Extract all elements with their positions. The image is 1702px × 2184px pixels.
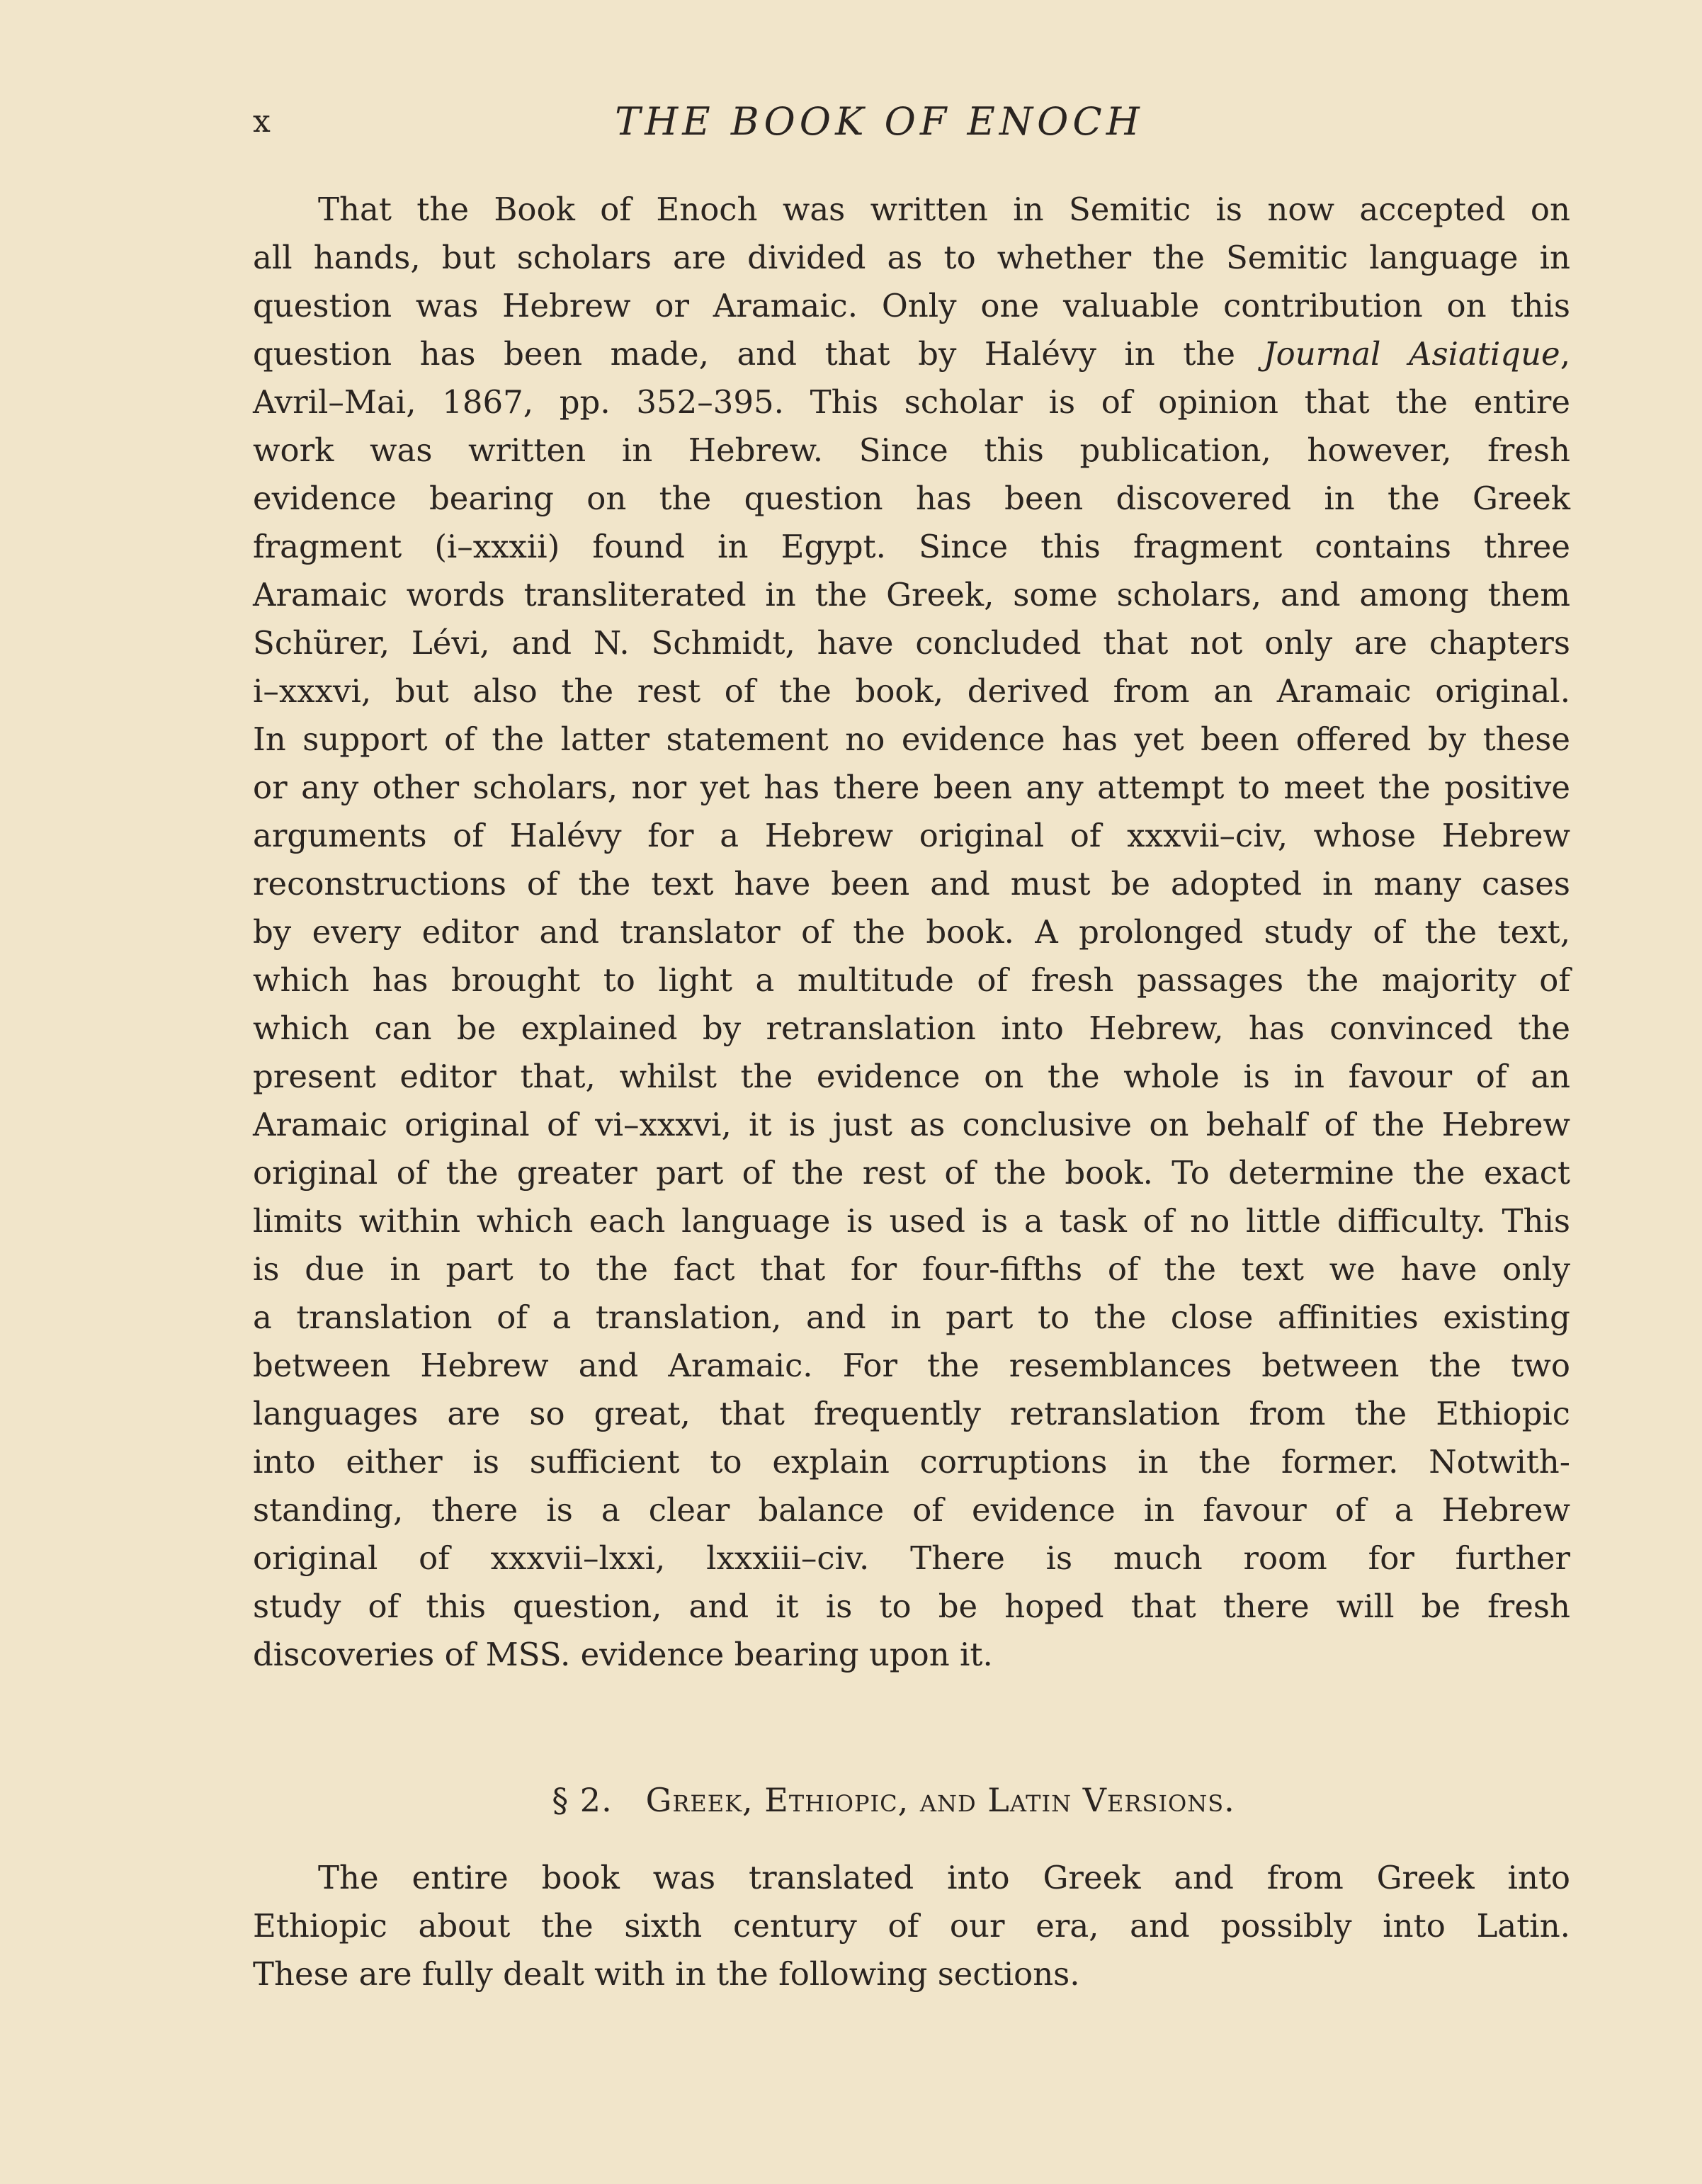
paragraph-1 <box>253 186 1570 1679</box>
text-line: question was Hebrew or Aramaic. Only one valuable contribution on this <box>253 287 1570 324</box>
text-line: a translation of a translation, and in part to the close affinities existing <box>253 1298 1570 1336</box>
text-line: standing, there is a clear balance of evidence in favour of a Hebrew <box>253 1491 1570 1529</box>
text-line: That the Book of Enoch was written in Semitic is now accepted on <box>318 191 1570 228</box>
text-line: In support of the latter statement no evidence has yet been offered by these <box>253 720 1570 758</box>
text-line: present editor that, whilst the evidence on the whole is in favour of an <box>253 1058 1570 1095</box>
text-line: study of this question, and it is to be hoped that there will be fresh <box>253 1588 1570 1625</box>
text-line: is due in part to the fact that for four-fifths of the text we have only <box>253 1250 1570 1288</box>
section-symbol: § 2. <box>552 1781 613 1819</box>
text-line: into either is sufficient to explain corruptions in the former. Notwith- <box>253 1443 1570 1481</box>
text-line: Ethiopic about the sixth century of our era, and possibly into Latin. <box>253 1907 1570 1945</box>
journal-title: Journal Asiatique <box>1263 335 1560 373</box>
text-line: fragment (i–xxxii) found in Egypt. Since this fragment contains three <box>253 528 1570 565</box>
text-line: which has brought to light a multitude of fresh passages the majority of <box>253 961 1570 999</box>
text-line: all hands, but scholars are divided as to whether the Semitic language in <box>253 239 1570 276</box>
text-line: between Hebrew and Aramaic. For the resemblances between the two <box>253 1347 1570 1384</box>
text-line: The entire book was translated into Greek and from Greek into <box>318 1859 1570 1896</box>
text-line: work was written in Hebrew. Since this publication, however, fresh <box>253 431 1570 469</box>
text-line: languages are so great, that frequently retranslation from the Ethiopic <box>253 1395 1570 1432</box>
text-line: limits within which each language is used is a task of no little difficulty. This <box>253 1202 1570 1240</box>
text-line: evidence bearing on the question has been discovered in the Greek <box>253 480 1570 517</box>
paragraph-2 <box>253 1854 1570 1998</box>
text-fragment: , <box>1560 335 1570 373</box>
text-fragment: question has been made, and that by Halévy in the <box>253 335 1264 373</box>
text-line: These are fully dealt with in the following sections. <box>253 1955 1080 1993</box>
section-title: Greek, Ethiopic, and Latin Versions. <box>645 1781 1235 1819</box>
running-title: THE BOOK OF ENOCH <box>615 99 1144 144</box>
section-heading <box>0 1781 1702 1819</box>
text-line: Aramaic original of vi–xxxvi, it is just as conclusive on behalf of the Hebrew <box>253 1106 1570 1143</box>
text-line-with-citation <box>253 330 1570 378</box>
text-line: original of xxxvii–lxxi, lxxxiii–civ. There is much room for further <box>253 1539 1570 1577</box>
text-line: i–xxxvi, but also the rest of the book, derived from an Aramaic original. <box>253 672 1570 710</box>
page-number: x <box>253 103 271 140</box>
text-line: by every editor and translator of the book. A prolonged study of the text, <box>253 913 1570 951</box>
text-line: Schürer, Lévi, and N. Schmidt, have concluded that not only are chapters <box>253 624 1570 662</box>
text-line: reconstructions of the text have been and must be adopted in many cases <box>253 865 1570 903</box>
text-line: which can be explained by retranslation into Hebrew, has convinced the <box>253 1009 1570 1047</box>
text-line: discoveries of MSS. evidence bearing upon it. <box>253 1636 993 1673</box>
text-line: Avril–Mai, 1867, pp. 352–395. This scholar is of opinion that the entire <box>253 383 1570 421</box>
text-line: original of the greater part of the rest of the book. To determine the exact <box>253 1154 1570 1192</box>
text-line: Aramaic words transliterated in the Greek, some scholars, and among them <box>253 576 1570 613</box>
text-line: or any other scholars, nor yet has there been any attempt to meet the positive <box>253 769 1570 806</box>
text-line: arguments of Halévy for a Hebrew original of xxxvii–civ, whose Hebrew <box>253 817 1570 854</box>
